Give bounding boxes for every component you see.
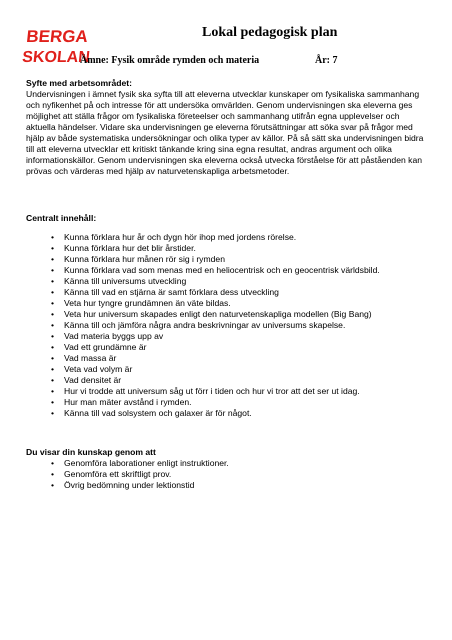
purpose-section <box>26 78 426 177</box>
subject-line: Ämne: Fysik område rymden och materia <box>80 55 260 66</box>
list-item: • Känna till universums utveckling <box>64 276 426 287</box>
list-item: • Kunna förklara hur månen rör sig i rymden <box>64 254 426 265</box>
assessment-section <box>26 447 426 491</box>
year-label: År: 7 <box>315 55 338 66</box>
logo-text-bottom: SKOLAN <box>21 48 91 66</box>
page-title: Lokal pedagogisk plan <box>202 25 338 40</box>
core-content-section <box>26 213 426 419</box>
logo-text-top: BERGA <box>25 27 89 46</box>
purpose-text: Undervisningen i ämnet fysik ska syfta till att eleverna utvecklar kunskaper om fysikaliska sammanhang och nyfikenhet på och intresse för att undersöka omvärlden. Genom undervisningen ska eleverna ges möjlighet att ställa frågor om fysikaliska företeelser och sammanhang utifrån egna upplevelser och aktuella händelser. Vidare ska undervisningen ge eleverna förutsättningar att söka svar på frågor med hjälp av både systematiska undersökningar och olika typer av källor. På så sätt ska undervisningen bidra till att eleverna utvecklar ett kritiskt tänkande kring sina egna resultat, andras argument och olika informationskällor. Genom undervisningen ska eleverna också utvecka förståelse för att påståenden kan prövas och värderas med hjälp av naturvetenskapliga arbetsmetoder. <box>26 89 424 176</box>
core-content-heading: Centralt innehåll: <box>26 213 97 223</box>
list-item: • Hur vi trodde att universum såg ut förr i tiden och hur vi tror att det ser ut idag. <box>64 386 426 397</box>
list-item: • Känna till och jämföra några andra beskrivningar av universums skapelse. <box>64 320 426 331</box>
assessment-list <box>26 458 426 491</box>
list-item: • Vad massa är <box>64 353 426 364</box>
list-item: • Kunna förklara hur det blir årstider. <box>64 243 426 254</box>
list-item: • Vad materia byggs upp av <box>64 331 426 342</box>
list-item: • Genomföra ett skriftligt prov. <box>64 469 426 480</box>
list-item: • Kunna förklara hur år och dygn hör ihop med jordens rörelse. <box>64 232 426 243</box>
list-item: • Veta hur universum skapades enligt den naturvetenskapliga modellen (Big Bang) <box>64 309 426 320</box>
list-item: • Veta vad volym är <box>64 364 426 375</box>
list-item: • Känna till vad solsystem och galaxer är för något. <box>64 408 426 419</box>
purpose-heading: Syfte med arbetsområdet: <box>26 78 133 88</box>
list-item: • Genomföra laborationer enligt instruktioner. <box>64 458 426 469</box>
core-content-list <box>26 232 426 419</box>
document-body <box>26 78 426 491</box>
assessment-heading: Du visar din kunskap genom att <box>26 447 156 457</box>
list-item: • Vad densitet är <box>64 375 426 386</box>
list-item: • Känna till vad en stjärna är samt förklara dess utveckling <box>64 287 426 298</box>
school-logo <box>21 22 91 72</box>
list-item: • Vad ett grundämne är <box>64 342 426 353</box>
list-item: • Kunna förklara vad som menas med en heliocentrisk och en geocentrisk världsbild. <box>64 265 426 276</box>
list-item: • Veta hur tyngre grundämnen än väte bildas. <box>64 298 426 309</box>
list-item: • Övrig bedömning under lektionstid <box>64 480 426 491</box>
list-item: • Hur man mäter avstånd i rymden. <box>64 397 426 408</box>
